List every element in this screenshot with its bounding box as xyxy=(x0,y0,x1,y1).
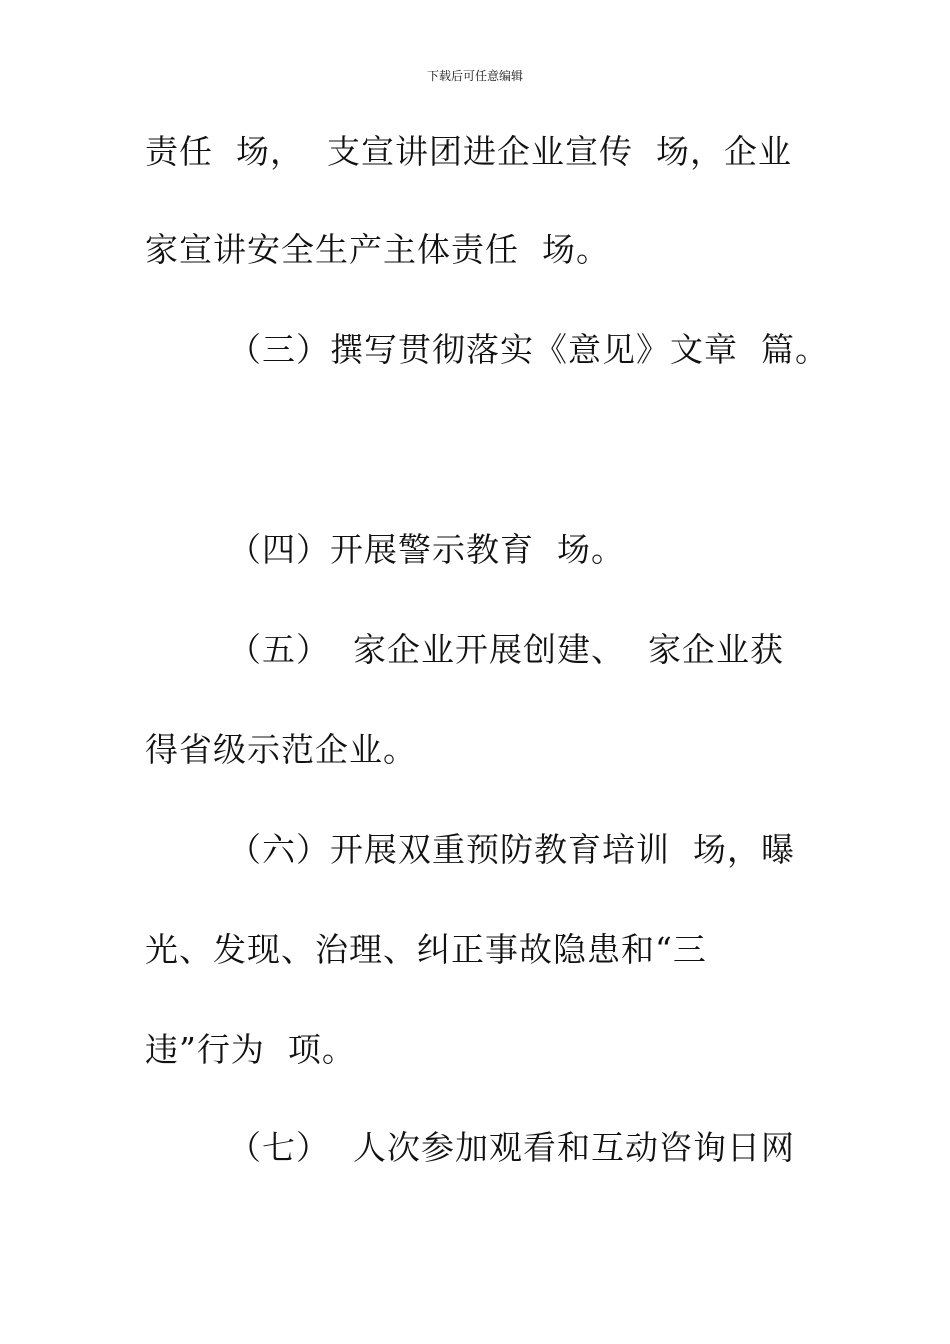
text-line: （五） 家企业开展创建、 家企业获 xyxy=(228,630,784,669)
text-line: 得省级示范企业。 xyxy=(145,730,417,769)
text-line: （三）撰写贯彻落实《意见》文章 篇。 xyxy=(228,330,829,369)
text-line: （四）开展警示教育 场。 xyxy=(228,530,625,569)
text-line: （六）开展双重预防教育培训 场，曝 xyxy=(228,830,795,869)
text-line: 责任 场， 支宣讲团进企业宣传 场，企业 xyxy=(145,132,792,171)
text-line: （七） 人次参加观看和互动咨询日网 xyxy=(228,1128,795,1167)
page-header: 下载后可任意编辑 xyxy=(426,69,523,83)
text-line: 光、发现、治理、纠正事故隐患和“三 xyxy=(145,930,707,969)
text-line: 违”行为 项。 xyxy=(145,1030,356,1069)
text-line: 家宣讲安全生产主体责任 场。 xyxy=(145,230,610,269)
